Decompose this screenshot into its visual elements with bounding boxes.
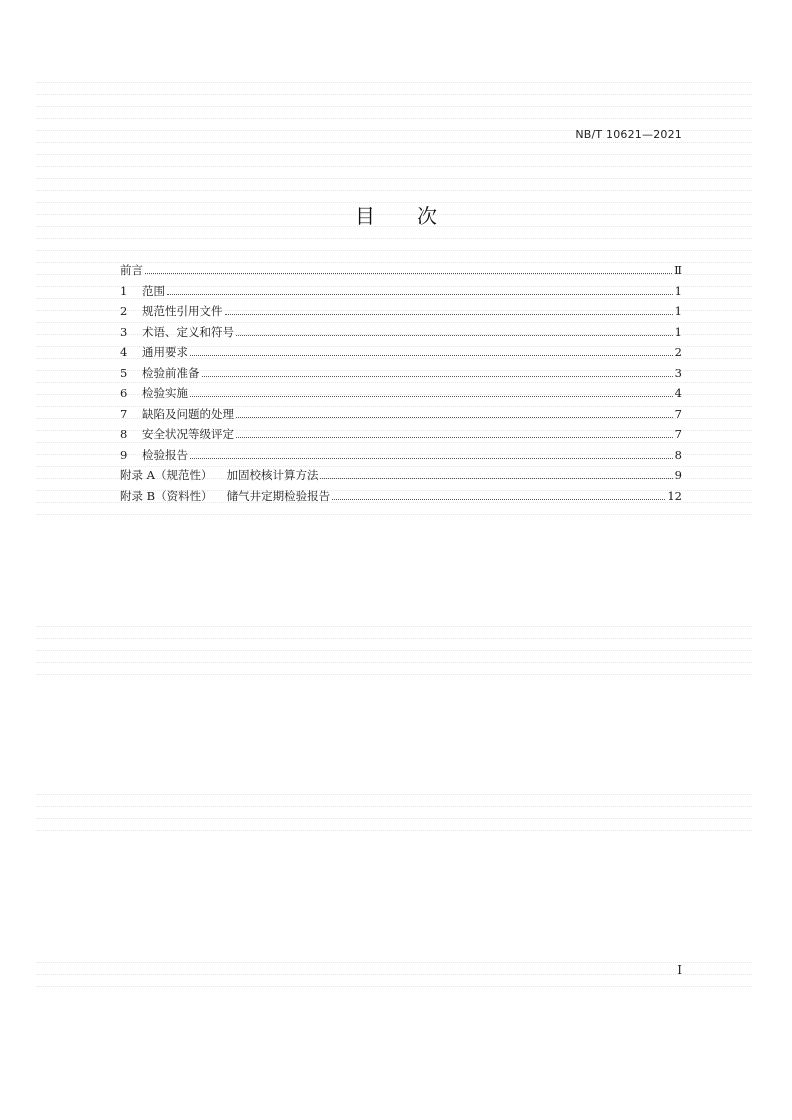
toc-list — [120, 260, 682, 506]
toc-entry-annex: 附录 B（资料性） — [120, 488, 213, 503]
toc-entry[interactable] — [120, 404, 682, 425]
toc-entry-label: 通用要求 — [142, 345, 188, 359]
toc-entry-number: 3 — [120, 324, 128, 339]
toc-entry-page: 1 — [674, 283, 682, 298]
toc-dot-leader — [202, 376, 673, 377]
toc-entry-page: 7 — [674, 406, 682, 421]
toc-dot-leader — [190, 396, 673, 397]
toc-entry-page: 7 — [674, 427, 682, 441]
toc-entry-label: 检验前准备 — [142, 365, 200, 380]
toc-dot-leader — [190, 458, 673, 459]
toc-entry-number: 8 — [120, 427, 128, 441]
toc-dot-leader — [236, 417, 673, 418]
toc-entry[interactable] — [120, 363, 682, 384]
toc-entry-label: 加固校核计算方法 — [226, 468, 319, 482]
toc-entry-page: 1 — [674, 324, 682, 339]
toc-entry-number: 2 — [120, 304, 128, 318]
toc-entry-page: 9 — [674, 468, 682, 482]
toc-entry-label: 安全状况等级评定 — [142, 427, 234, 441]
toc-dot-leader — [332, 499, 665, 500]
toc-entry-number: 5 — [120, 365, 128, 380]
toc-entry-label: 术语、定义和符号 — [142, 324, 234, 339]
toc-entry[interactable] — [120, 281, 682, 302]
toc-entry[interactable] — [120, 445, 682, 466]
toc-entry-label: 前言 — [120, 263, 143, 277]
toc-entry[interactable] — [120, 465, 682, 486]
toc-entry-number: 9 — [120, 447, 128, 462]
toc-entry-label: 规范性引用文件 — [142, 304, 223, 318]
toc-entry-label: 检验报告 — [142, 447, 188, 462]
toc-entry-page: 2 — [674, 345, 682, 359]
toc-entry-page: 8 — [674, 447, 682, 462]
toc-dot-leader — [167, 294, 673, 295]
page-number: I — [677, 963, 682, 977]
toc-title-part: 次 — [417, 204, 437, 228]
toc-entry[interactable] — [120, 260, 682, 281]
toc-dot-leader — [145, 273, 672, 274]
toc-dot-leader — [190, 355, 673, 356]
toc-entry[interactable] — [120, 486, 682, 507]
scan-artifact-band — [36, 794, 752, 842]
toc-entry-number: 6 — [120, 386, 128, 400]
toc-entry-label: 检验实施 — [142, 386, 188, 400]
scan-artifact-band — [36, 626, 752, 686]
toc-entry-number: 4 — [120, 345, 128, 359]
toc-entry-page: 3 — [674, 365, 682, 380]
toc-dot-leader — [236, 437, 673, 438]
toc-entry[interactable] — [120, 342, 682, 363]
toc-title-part: 目 — [355, 204, 375, 228]
toc-entry[interactable] — [120, 301, 682, 322]
standard-code: NB/T 10621—2021 — [575, 128, 682, 141]
toc-entry-number: 1 — [120, 283, 128, 298]
toc-entry-annex: 附录 A（规范性） — [120, 468, 213, 482]
toc-entry-page: 1 — [674, 304, 682, 318]
toc-entry-label: 缺陷及问题的处理 — [142, 406, 234, 421]
toc-entry-page: Ⅱ — [674, 263, 682, 277]
toc-entry-number: 7 — [120, 406, 128, 421]
toc-entry[interactable] — [120, 383, 682, 404]
toc-entry[interactable] — [120, 424, 682, 445]
toc-dot-leader — [320, 478, 672, 479]
toc-entry-page: 12 — [667, 488, 682, 503]
toc-dot-leader — [225, 314, 673, 315]
toc-entry[interactable] — [120, 322, 682, 343]
toc-title — [0, 200, 792, 229]
toc-entry-page: 4 — [674, 386, 682, 400]
toc-dot-leader — [236, 335, 673, 336]
toc-entry-label: 储气井定期检验报告 — [226, 488, 331, 503]
scan-artifact-band — [36, 962, 752, 998]
toc-entry-label: 范围 — [142, 283, 165, 298]
